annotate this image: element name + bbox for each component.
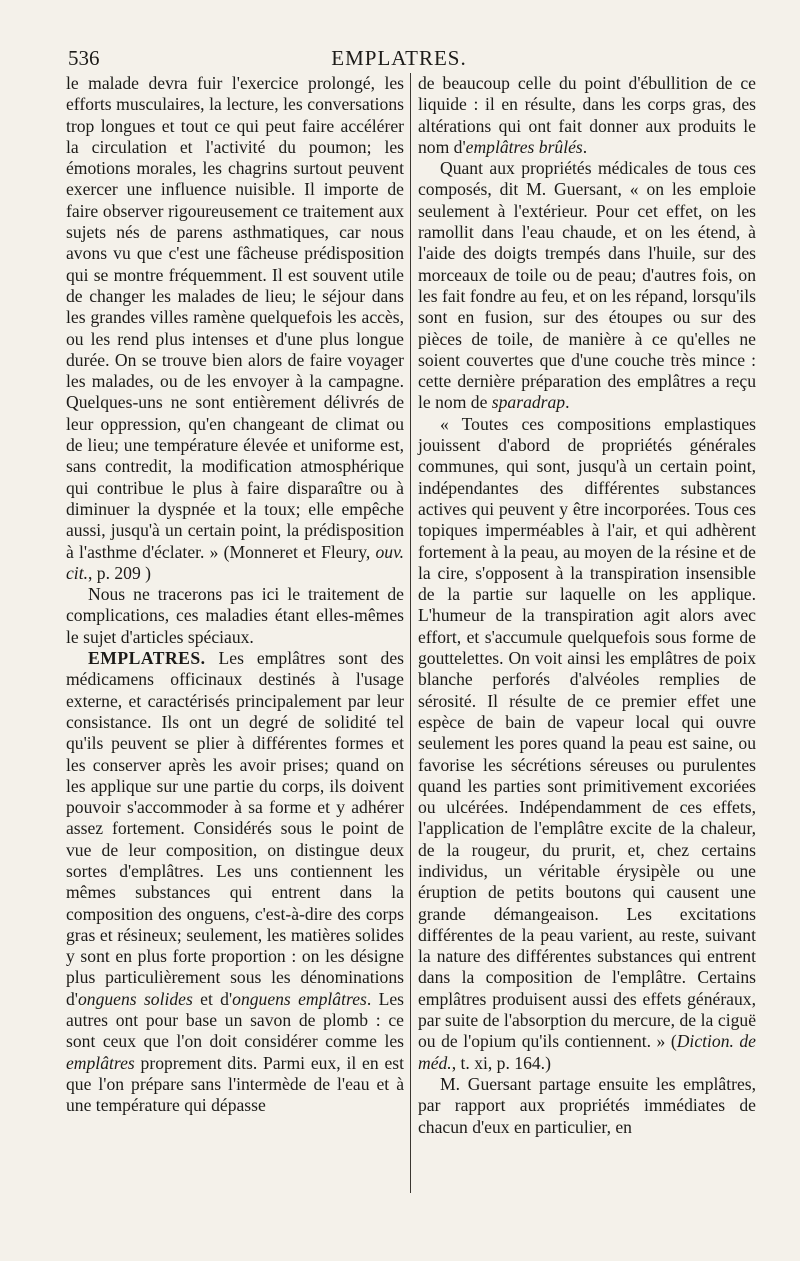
paragraph: Nous ne tracerons pas ici le traitement de complications, ces maladies étant elles-mêmes le sujet d'articles spéciaux. <box>66 584 404 647</box>
entry-emplatres: EMPLATRES. Les emplâtres sont des médicamens officinaux destinés à l'usage externe, et caractérisés principalement par leur consistance. Ils ont un degré de solidité tel qu'ils peuvent se plier à différentes formes et les conserver après les avoir prises; quand on les applique sur une partie du corps, ils doivent pouvoir s'accommoder à sa forme et y adhérer assez fortement. Considérés sous le point de vue de leur composition, on distingue deux sortes d'emplâtres. Les uns contiennent les mêmes substances qui entrent dans la composition des onguens, c'est-à-dire des corps gras et résineux; seulement, les matières solides y sont en plus forte proportion : on les désigne plus particulièrement sous les dénominations d'onguens solides et d'onguens emplâtres. Les autres ont pour base un savon de plomb : ce sont ceux que l'on doit considérer comme les emplâtres proprement dits. Parmi eux, il en est que l'on prépare sans l'intermède de l'eau et à une température qui dépasse <box>66 648 404 1116</box>
page-header <box>60 46 738 74</box>
paragraph: M. Guersant partage ensuite les emplâtres, par rapport aux propriétés immédiates de chacun d'eux en particulier, en <box>418 1073 756 1137</box>
page-number: 536 <box>68 46 100 70</box>
column-divider <box>410 73 411 1193</box>
left-column <box>66 73 404 1117</box>
right-column <box>418 73 756 1138</box>
paragraph: le malade devra fuir l'exercice prolongé, les efforts musculaires, la lecture, les conversations trop longues et tout ce qui peut faire accélérer la circulation et l'activité du poumon; les émotions morales, les chagrins surtout peuvent exercer une influence nuisible. Il importe de faire observer rigoureusement ce traitement aux sujets nés de parens asthmatiques, car nous avons vu que c'est une fâcheuse prédisposition qui se montre fréquemment. Il est souvent utile de changer les malades de lieu; le séjour dans les grandes villes ramène quelquefois les accès, ou les rend plus intenses et d'une plus longue durée. On se trouve bien alors de faire voyager les malades, ou de les envoyer à la campagne. Quelques-uns ne sont entièrement délivrés de leur oppression, qu'en changeant de climat ou de lieu; une température élevée et uniforme est, sans contredit, la modification atmosphérique qui contribue le plus à faire disparaître ou à diminuer la dyspnée et la toux; elle empêche aussi, jusqu'à un certain point, la prédisposition à l'asthme d'éclater. » (Monneret et Fleury, ouv. cit., p. 209 ) <box>66 73 404 583</box>
paragraph: Quant aux propriétés médicales de tous ces composés, dit M. Guersant, « on les emploie seulement à l'extérieur. Pour cet effet, on les ramollit dans l'eau chaude, et on les étend, à l'aide des doigts trempés dans l'huile, sur des morceaux de toile ou de peau; d'autres fois, on les fait fondre au feu, et on les répand, lorsqu'ils sont en fusion, sur des étoupes ou sur des pièces de toile, de manière à ce qu'elles ne soient couvertes que d'une couche très mince : cette dernière préparation des emplâtres a reçu le nom de sparadrap. <box>418 158 756 413</box>
paragraph: de beaucoup celle du point d'ébullition de ce liquide : il en résulte, dans les corps gras, des altérations qui ont fait donner aux produits le nom d'emplâtres brûlés. <box>418 73 756 157</box>
paragraph: « Toutes ces compositions emplastiques jouissent d'abord de propriétés générales communes, qui sont, jusqu'à un certain point, indépendantes des différentes substances actives qui peuvent y être incorporées. Tous ces topiques imperméables à l'air, et qui adhèrent fortement à la peau, au moyen de la résine et de la cire, s'opposent à la transpiration insensible de la partie sur laquelle on les applique. L'humeur de la transpiration agit alors avec effort, et s'accumule quelquefois sous forme de gouttelettes. On voit ainsi les emplâtres de poix blanche perforés d'alvéoles remplies de sérosité. Il résulte de ce premier effet une espèce de bain de vapeur local qui ouvre seulement les pores quand la peau est saine, ou favorise les sécrétions séreuses ou purulentes quand les parties sont primitivement excoriées ou ulcérées. Indépendamment de ces effets, l'application de l'emplâtre excite de la chaleur, de la rougeur, du prurit, et, chez certains individus, un véritable érysipèle ou une éruption de petits boutons qui causent une grande démangeaison. Les excitations différentes de la peau varient, au reste, suivant la nature des différentes substances qui entrent dans la composition de l'emplâtre. Certains emplâtres produisent aussi des effets généraux, par suite de l'absorption du mercure, de la ciguë ou de l'opium qu'ils contiennent. » (Diction. de méd., t. xi, p. 164.) <box>418 413 756 1073</box>
running-title: EMPLATRES. <box>331 46 467 70</box>
headword: EMPLATRES. <box>88 648 206 669</box>
